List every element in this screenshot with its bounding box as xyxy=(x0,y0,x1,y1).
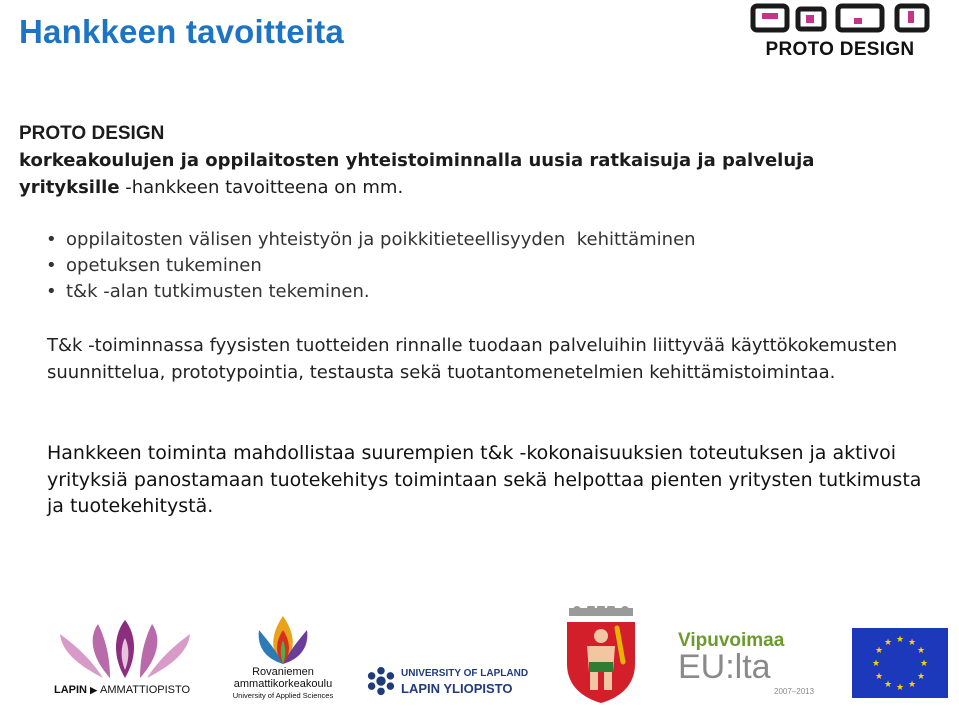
svg-text:★: ★ xyxy=(883,680,893,690)
vipuvoimaa-years: 2007–2013 xyxy=(774,687,815,696)
proto-design-logo-icon xyxy=(750,3,930,37)
slide-title: Hankkeen tavoitteita xyxy=(19,13,344,50)
proto-design-logo-text: PROTO DESIGN xyxy=(765,39,915,60)
svg-text:★: ★ xyxy=(895,635,905,645)
bullet-icon: • xyxy=(46,255,57,276)
vipuvoimaa-text: Vipuvoimaa xyxy=(678,630,785,651)
snowflake-icon xyxy=(366,666,396,696)
eulta-text: EU:lta xyxy=(678,648,771,686)
lapland-coat-of-arms xyxy=(563,606,639,704)
eu-flag xyxy=(852,628,948,698)
lapin-ammattiopisto-text xyxy=(54,684,190,696)
goals-list xyxy=(46,227,696,305)
svg-text:★: ★ xyxy=(883,638,893,648)
lapland-line1: UNIVERSITY OF LAPLAND xyxy=(401,668,529,679)
intro-block xyxy=(19,120,919,201)
svg-text:★: ★ xyxy=(916,672,926,682)
lapin-word: LAPIN xyxy=(54,684,87,696)
intro-sentence xyxy=(19,147,919,201)
lotus-icon xyxy=(50,620,200,680)
intro-bold-text: korkeakoulujen ja oppilaitosten yhteistoiminnalla uusia ratkaisuja ja palveluja yrityksille xyxy=(19,150,815,198)
svg-text:★: ★ xyxy=(907,680,917,690)
intro-heading: PROTO DESIGN xyxy=(19,123,165,144)
goal-text: oppilaitosten välisen yhteistyön ja poikkitieteellisyyden kehittäminen xyxy=(66,229,696,250)
lapin-ammattiopisto-logo xyxy=(50,620,200,700)
svg-text:★: ★ xyxy=(907,638,917,648)
list-item xyxy=(46,253,696,279)
list-item xyxy=(46,227,696,253)
coat-of-arms-icon xyxy=(563,606,639,704)
goal-text: t&k -alan tutkimusten tekeminen. xyxy=(66,281,370,302)
svg-text:★: ★ xyxy=(919,659,929,669)
bullet-icon: • xyxy=(46,281,57,302)
rovaniemi-line3: University of Applied Sciences xyxy=(232,691,334,700)
list-item xyxy=(46,279,696,305)
ammattiopisto-word: AMMATTIOPISTO xyxy=(100,684,191,696)
svg-text:★: ★ xyxy=(874,672,884,682)
proto-design-logo xyxy=(750,3,930,65)
rovaniemi-line2: ammattikorkeakoulu xyxy=(233,678,333,690)
vipuvoimaa-eu-logo xyxy=(676,630,826,700)
triangle-icon: ▶ xyxy=(90,685,97,695)
partner-logos xyxy=(0,600,959,707)
rovaniemi-line1: Rovaniemen xyxy=(252,666,314,678)
rovaniemi-uas-text xyxy=(228,666,338,702)
svg-text:★: ★ xyxy=(871,659,881,669)
intro-suffix: -hankkeen tavoitteena on mm. xyxy=(119,177,404,198)
paragraph-project-impact: Hankkeen toiminta mahdollistaa suurempien t&k -kokonaisuuksien toteutuksen ja aktivoi yrityksiä panostamaan tuotekehitys toimintaan sekä helpottaa pienten yritysten tutkimusta ja tuotekehitystä. xyxy=(47,442,922,517)
flame-icon xyxy=(253,614,313,666)
eu-flag-icon xyxy=(852,628,948,698)
svg-text:★: ★ xyxy=(874,646,884,656)
rovaniemi-uas-logo xyxy=(228,614,338,706)
university-of-lapland-logo xyxy=(366,664,546,704)
paragraph-rd-activities: T&k -toiminnassa fyysisten tuotteiden rinnalle tuodaan palveluihin liittyvää käyttökokemusten suunnittelua, prototypointia, testausta sekä tuotantomenetelmien kehittämistoimintaa. xyxy=(47,335,898,383)
svg-text:★: ★ xyxy=(916,646,926,656)
goal-text: opetuksen tukeminen xyxy=(66,255,262,276)
lapland-line2: LAPIN YLIOPISTO xyxy=(401,681,513,696)
bullet-icon: • xyxy=(46,229,57,250)
svg-text:★: ★ xyxy=(895,683,905,693)
